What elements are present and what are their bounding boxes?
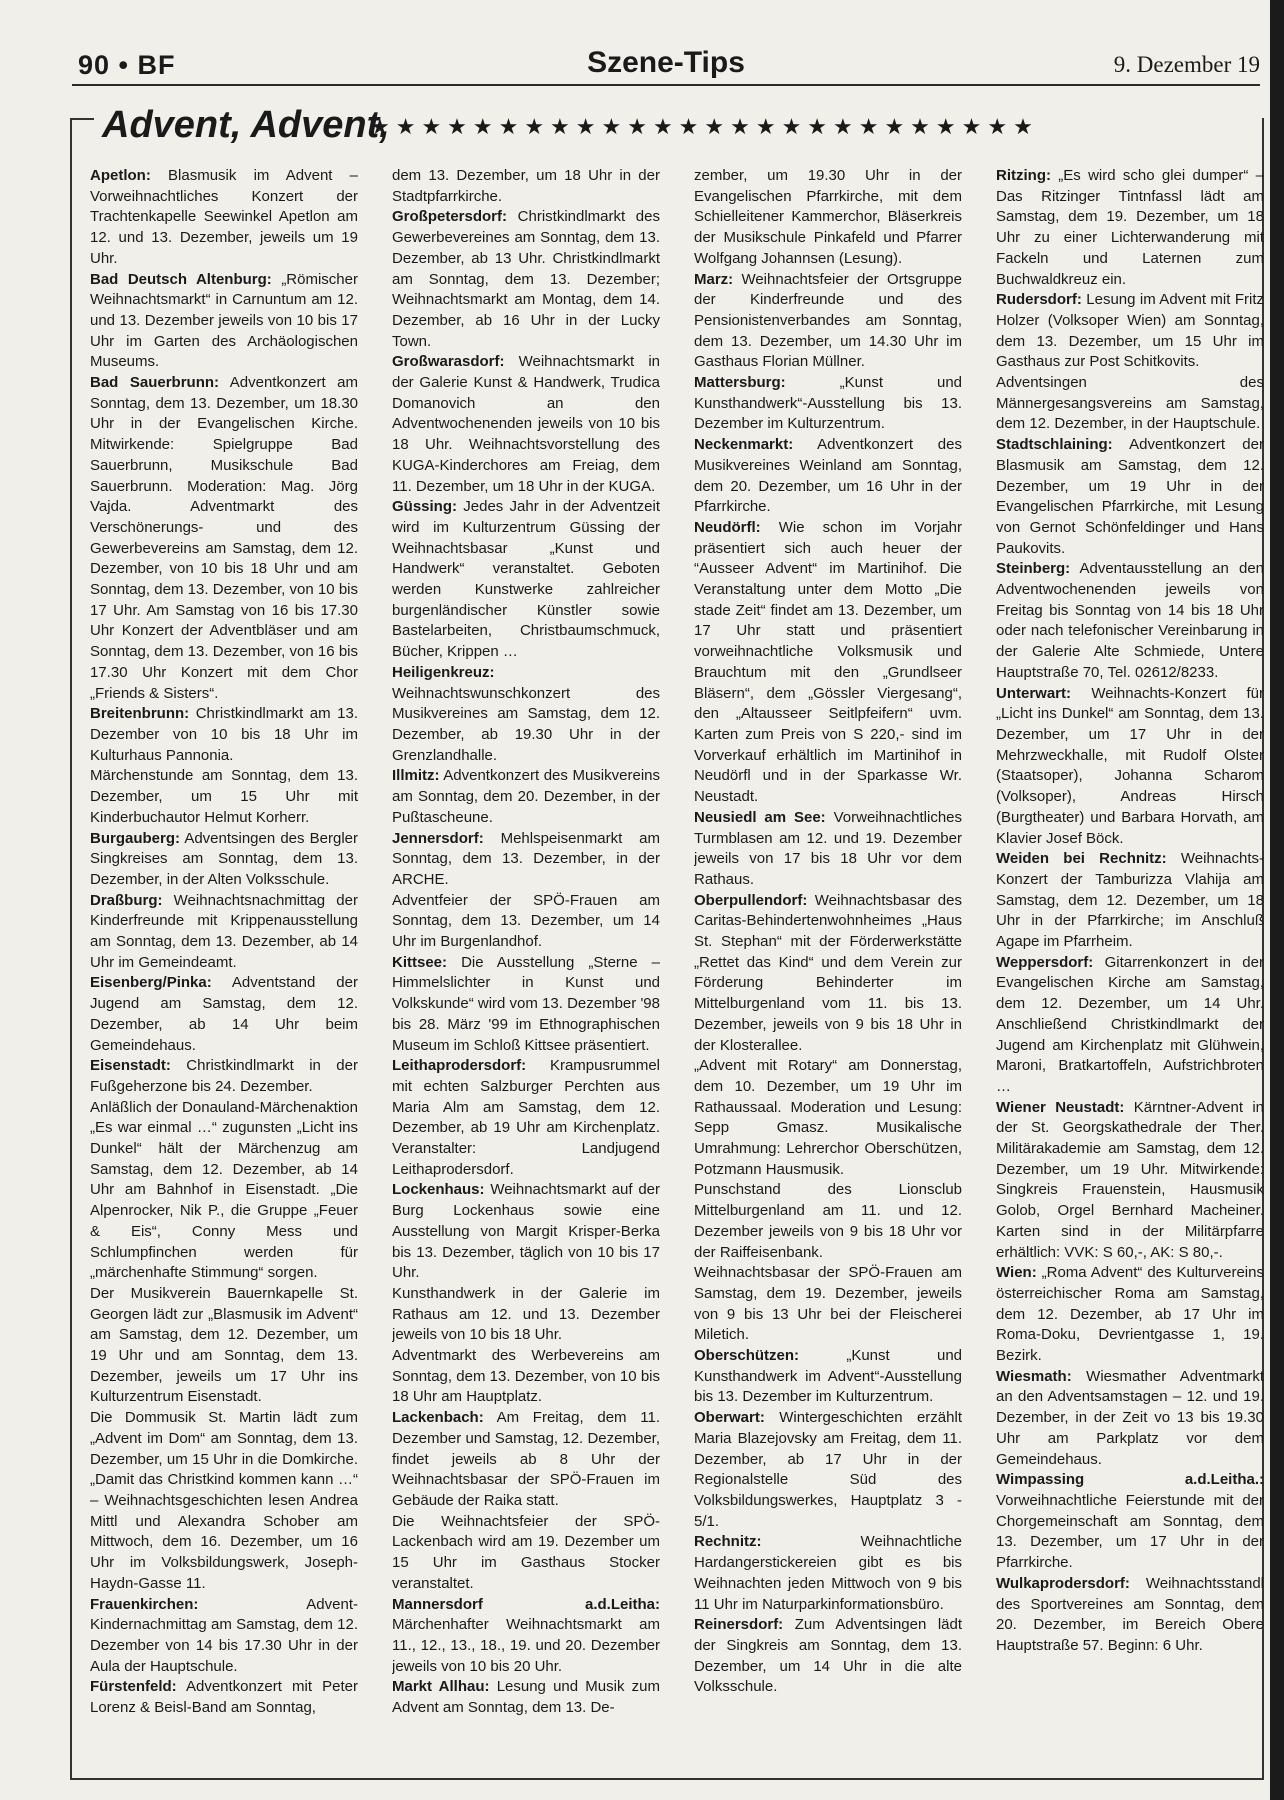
listing-entry <box>694 166 962 270</box>
listing-text: Märchenhafter Weihnachtsmarkt am 11., 12., 13., 18., 19. und 20. Dezember jeweils von 10 bis 20 Uhr. <box>392 1616 660 1675</box>
listing-text: „Kunst und Kunsthandwerk“-Ausstellung bis 13. Dezember im Kulturzentrum. <box>694 374 962 433</box>
listing-entry <box>996 373 1264 435</box>
listing-entry <box>392 207 660 352</box>
listing-place: Reinersdorf: <box>694 1616 784 1634</box>
listing-place: Steinberg: <box>996 560 1071 578</box>
listing-entry <box>392 766 660 828</box>
listing-entry <box>694 373 962 435</box>
listing-entry <box>90 270 358 374</box>
listing-text: Die Ausstellung „Sterne – Himmelslichter in Kunst und Volkskunde“ wird vom 13. Dezember '98 bis 28. März '99 im Ethnographischen Museum im Schloß Kittsee präsentiert. <box>392 953 660 1054</box>
listing-text: Adventsingen des Bergler Singkreises am Sonntag, dem 13. Dezember, in der Alten Volksschule. <box>90 829 358 888</box>
listing-text: Zum Adventsingen lädt der Singkreis am Sonntag, dem 13. Dezember, um 14 Uhr in die alte Volksschule. <box>694 1616 962 1696</box>
listing-text: Wiesmather Adventmarkt an den Adventsamstagen – 12. und 19. Dezember, in der Zeit vo 13 bis 19.30 Uhr am Parkplatz vor dem Gemeindehaus. <box>996 1367 1264 1468</box>
page-header <box>72 44 1260 84</box>
listing-entry <box>996 435 1264 559</box>
listing-entry <box>996 1367 1264 1471</box>
listing-text: Weihnachtliche Hardangerstickereien gibt es bis Weihnachten jeden Mittwoch von 9 bis 11 Uhr im Naturparkinformationsbüro. <box>694 1533 962 1613</box>
listing-place: Ritzing: <box>996 167 1051 184</box>
listing-place: Eisenstadt: <box>90 1057 171 1075</box>
listing-entry <box>392 891 660 953</box>
listing-text: Weihnachts-Konzert der Tamburizza Vlahija am Samstag, dem 12. Dezember, um 18 Uhr in der Pfarrkirche; im Anschluß Agape im Pfarrheim. <box>996 850 1264 951</box>
listing-entry <box>996 1263 1264 1367</box>
listing-text: Vorweihnachtliches Turmblasen am 12. und 19. Dezember jeweils von 17 bis 18 Uhr vor dem Rathaus. <box>694 808 962 888</box>
listing-entry <box>996 953 1264 1098</box>
listing-place: Marz: <box>694 270 734 288</box>
listing-entry <box>392 1512 660 1595</box>
listing-place: Weppersdorf: <box>996 953 1094 971</box>
listing-place: Mannersdorf a.d.Leitha: <box>392 1595 660 1613</box>
listing-text: Advent-Kindernachmittag am Samstag, dem 12. Dezember von 14 bis 17.30 Uhr in der Aula der Hauptschule. <box>90 1595 358 1675</box>
listing-entry <box>392 953 660 1057</box>
listing-place: Stadtschlaining: <box>996 436 1113 454</box>
listing-place: Oberwart: <box>694 1409 765 1427</box>
section-title: Szene-Tips <box>587 46 745 79</box>
listing-text: Krampusrummel mit echten Salzburger Perchten aus Maria Alm am Samstag, dem 12. Dezember, ab 19 Uhr am Kirchenplatz. Veranstalter: Landjugend Leithaprodersdorf. <box>392 1057 660 1178</box>
listing-text: Christkindlmarkt des Gewerbevereines am Sonntag, dem 13. Dezember, ab 13 Uhr. Christkindlmarkt am Sonntag, dem 13. Dezember; Weihnachtsmarkt am Montag, dem 14. Dezember, ab 16 Uhr in der Lucky Town. <box>392 208 660 350</box>
listing-entry <box>90 1595 358 1678</box>
listing-text: Kunsthandwerk in der Galerie im Rathaus am 12. und 13. Dezember jeweils von 10 bis 18 Uhr. <box>392 1284 660 1344</box>
listing-entry <box>392 1056 660 1180</box>
listing-entry <box>694 891 962 1057</box>
listing-text: Lesung im Advent mit Fritz Holzer (Volksoper Wien) am Sonntag, dem 13. Dezember, um 15 Uhr im Gasthaus zur Post Schitkovits. <box>996 291 1264 371</box>
listing-text: Die Dommusik St. Martin lädt zum „Advent im Dom“ am Sonntag, dem 13. Dezember, um 15 Uhr in die Domkirche. „Damit das Christkind kommen kann …“ – Weihnachtsgeschichten lesen Andrea Mittl und Alexandra Schober am Mittwoch, dem 16. Dezember, um 16 Uhr im Volksbildungswerk, Joseph-Haydn-Gasse 11. <box>90 1409 358 1592</box>
listing-text: Gitarrenkonzert in der Evangelischen Kirche am Samstag, dem 12. Dezember, um 14 Uhr. Anschließend Christkindlmarkt der Jugend am Kirchenplatz mit Glühwein, Maroni, Bratkartoffeln, Aufstrichbroten … <box>996 953 1264 1095</box>
header-rule <box>72 84 1260 86</box>
listing-place: Oberpullendorf: <box>694 891 808 909</box>
listing-place: Burgauberg: <box>90 829 180 847</box>
listing-place: Rudersdorf: <box>996 291 1082 309</box>
listing-place: Markt Allhau: <box>392 1678 490 1696</box>
listing-entry <box>392 352 660 497</box>
listing-entry <box>392 1284 660 1346</box>
column-1 <box>90 166 358 1766</box>
listing-entry <box>996 1574 1264 1657</box>
listing-text: „Advent mit Rotary“ am Donnerstag, dem 10. Dezember, um 19 Uhr im Rathaussaal. Moderation und Lesung: Sepp Gmasz. Musikalische Umrahmung: Lehrerchor Oberschützen, Potzmann Hausmusik. <box>694 1057 962 1178</box>
listing-place: Rechnitz: <box>694 1533 762 1551</box>
listing-place: Fürstenfeld: <box>90 1678 177 1696</box>
listing-entry <box>694 270 962 374</box>
listing-place: Großwarasdorf: <box>392 353 505 371</box>
listing-text: Wintergeschichten erzählt Maria Blazejovsky am Freitag, dem 11. Dezember, ab 17 Uhr in der Regionalstelle Süd des Volksbildungswerkes, Hauptplatz 3 - 5/1. <box>694 1409 962 1530</box>
listing-text: „Römischer Weihnachtsmarkt“ in Carnuntum am 12. und 13. Dezember jeweils von 10 bis 17 Uhr im Garten des Archäologischen Museums. <box>90 270 358 371</box>
listing-text: Adventfeier der SPÖ-Frauen am Sonntag, dem 13. Dezember, um 14 Uhr im Burgenlandhof. <box>392 891 660 951</box>
listing-text: Weihnachtsmarkt auf der Burg Lockenhaus sowie eine Ausstellung von Margit Krisper-Berka bis 13. Dezember, täglich von 10 bis 17 Uhr. <box>392 1181 660 1282</box>
listing-place: Wiener Neustadt: <box>996 1098 1125 1116</box>
listing-text: Adventmarkt des Werbevereins am Sonntag, dem 13. Dezember, von 10 bis 18 Uhr am Hauptplatz. <box>392 1347 660 1406</box>
listing-entry <box>90 1284 358 1408</box>
listing-place: Lackenbach: <box>392 1409 484 1427</box>
listing-entry <box>392 1408 660 1512</box>
listing-place: Neudörfl: <box>694 518 761 536</box>
article-title: Advent, Advent, <box>102 104 390 146</box>
listing-place: Mattersburg: <box>694 374 786 392</box>
listing-place: Neusiedl am See: <box>694 808 826 826</box>
listing-entry <box>90 891 358 974</box>
listing-entry <box>392 1677 660 1718</box>
listing-entry <box>694 1056 962 1180</box>
issue-date: 9. Dezember 19 <box>1113 52 1260 77</box>
listing-entry <box>694 518 962 808</box>
listing-text: Adventsingen des Männergesangsvereins am Samstag, dem 12. Dezember, in der Hauptschule. <box>996 374 1264 433</box>
listing-entry <box>90 829 358 891</box>
listing-text: „Es wird scho glei dumper“ – Das Ritzinger Tintnfassl lädt am Samstag, dem 19. Dezember, um 18 Uhr zu einer Lichterwanderung mit Fackeln und Laternen zum Buchwaldkreuz ein. <box>996 167 1264 288</box>
listing-text: Vorweihnachtliche Feierstunde mit der Chorgemeinschaft am Sonntag, dem 13. Dezember, um 17 Uhr in der Pfarrkirche. <box>996 1492 1264 1572</box>
listing-text: „Kunst und Kunsthandwerk im Advent“-Ausstellung bis 13. Dezember im Kulturzentrum. <box>694 1347 962 1406</box>
listing-entry <box>694 1346 962 1408</box>
listing-text: Weihnachts-Konzert für „Licht ins Dunkel“ am Sonntag, dem 13. Dezember, um 17 Uhr in der Mehrzweckhalle, mit Rudolf Olster (Staatsoper), Johanna Scharom (Volksoper), Andreas Hirsch (Burgtheater) und Barbara Horvath, am Klavier Josef Böck. <box>996 684 1264 847</box>
listing-entry <box>90 1098 358 1284</box>
listing-entry <box>90 704 358 766</box>
listing-entry <box>694 1532 962 1615</box>
listing-entry <box>90 1408 358 1594</box>
listing-text: Der Musikverein Bauernkapelle St. Georgen lädt zur „Blasmusik im Advent“ am Samstag, dem 12. Dezember, um 19 Uhr und am Sonntag, dem 13. Dezember, jeweils um 17 Uhr ins Kulturzentrum Eisenstadt. <box>90 1284 358 1406</box>
listing-place: Wien: <box>996 1264 1037 1282</box>
listing-place: Eisenberg/Pinka: <box>90 974 212 992</box>
listing-text: Jedes Jahr in der Adventzeit wird im Kulturzentrum Güssing der Weihnachtsbasar „Kunst und Handwerk“ veranstaltet. Geboten werden Kunstwerke zahlreicher burgenländischer Künstler sowie Bastelarbeiten, Christbaumschmuck, Bücher, Krippen … <box>392 498 660 661</box>
listing-text: Blasmusik im Advent – Vorweihnachtliches Konzert der Trachtenkapelle Seewinkel Apetlon am 12. und 13. Dezember, jeweils um 19 Uhr. <box>90 167 358 267</box>
page-number: 90 • BF <box>78 50 176 80</box>
listing-text: Die Weihnachtsfeier der SPÖ-Lackenbach wird am 19. Dezember um 15 Uhr im Gasthaus Stocker veranstaltet. <box>392 1512 660 1592</box>
listing-place: Kittsee: <box>392 953 448 971</box>
frame-corner <box>72 118 94 120</box>
column-2 <box>392 166 660 1766</box>
listing-entry <box>694 1408 962 1532</box>
listing-text: Weihnachtsbasar des Caritas-Behindertenwohnheimes „Haus St. Stephan“ mit der Förderwerkstätte „Rettet das Kind“ und dem Verein zur Förderung Behinderter im Mittelburgenland vom 11. bis 13. Dezember, jeweils von 9 bis 18 Uhr in der Klosterallee. <box>694 891 962 1054</box>
listing-place: Wiesmath: <box>996 1367 1072 1385</box>
listing-place: Oberschützen: <box>694 1347 800 1365</box>
listing-text: Weihnachtsnachmittag der Kinderfreunde mit Krippenausstellung am Sonntag, dem 13. Dezember, ab 14 Uhr im Gemeindeamt. <box>90 891 358 971</box>
listing-place: Neckenmarkt: <box>694 436 794 454</box>
listing-entry <box>392 497 660 663</box>
listing-entry <box>392 829 660 891</box>
listing-text: Weihnachtsfeier der Ortsgruppe der Kinderfreunde und des Pensionistenverbandes am Sonntag, dem 13. Dezember, um 14.30 Uhr im Gasthaus Florian Müllner. <box>694 270 962 371</box>
listing-text: Punschstand des Lionsclub Mittelburgenland am 11. und 12. Dezember jeweils von 9 bis 18 Uhr vor der Raiffeisenbank. <box>694 1181 962 1261</box>
listing-entry <box>392 1180 660 1284</box>
listing-place: Apetlon: <box>90 167 151 184</box>
column-4 <box>996 166 1264 1766</box>
listing-entry <box>996 166 1264 290</box>
listing-place: Heiligenkreuz: <box>392 663 495 681</box>
listing-place: Bad Deutsch Altenburg: <box>90 270 272 288</box>
listing-entry <box>90 166 358 270</box>
listing-text: Weihnachtsstandl des Sportvereines am Sonntag, dem 20. Dezember, im Bereich Obere Hauptstraße 57. Beginn: 6 Uhr. <box>996 1574 1264 1654</box>
listing-entry <box>90 1056 358 1097</box>
listing-text: Kärntner-Advent in der St. Georgskathedrale der Ther. Militärakademie am Samstag, dem 12. Dezember, um 19 Uhr. Mitwirkende: Singkreis Frauenstein, Hausmusik Golob, Orgel Bernhard Macheiner. Karten sind in der Militärpfarre erhältlich: VVK: S 60,-, AK: S 80,-. <box>996 1098 1264 1261</box>
listing-text: dem 13. Dezember, um 18 Uhr in der Stadtpfarrkirche. <box>392 167 660 205</box>
listing-place: Frauenkirchen: <box>90 1595 199 1613</box>
listing-place: Güssing: <box>392 498 458 516</box>
listing-text: Adventkonzert mit Peter Lorenz & Beisl-Band am Sonntag, <box>90 1678 358 1717</box>
listing-entry <box>694 435 962 518</box>
listing-text: Adventkonzert des Musikvereines Weinland am Sonntag, dem 20. Dezember, um 16 Uhr in der Pfarrkirche. <box>694 436 962 516</box>
listing-text: Christkindlmarkt in der Fußgeherzone bis 24. Dezember. <box>90 1057 358 1095</box>
listing-text: Adventstand der Jugend am Samstag, dem 12. Dezember, ab 14 Uhr beim Gemeindehaus. <box>90 974 358 1054</box>
listing-place: Wulkaprodersdorf: <box>996 1574 1130 1592</box>
listing-entry <box>90 373 358 704</box>
listing-entry <box>996 1470 1264 1574</box>
listing-entry <box>392 1595 660 1678</box>
listing-place: Bad Sauerbrunn: <box>90 374 220 392</box>
star-row: ★★★★★★★★★★★★★★★★★★★★★★★★★★ <box>370 114 1039 139</box>
article-banner <box>100 100 1260 150</box>
listing-text: zember, um 19.30 Uhr in der Evangelischen Pfarrkirche, mit dem Schielleitener Kammerchor, Bläserkreis der Musikschule Pinkafeld und Pfarrer Wolfgang Johannsen (Lesung). <box>694 167 962 267</box>
column-3 <box>694 166 962 1766</box>
listing-entry <box>392 1346 660 1408</box>
listing-text: Adventkonzert des Musikvereins am Sonntag, dem 20. Dezember, in der Pußtascheune. <box>392 767 660 826</box>
listing-text: Weihnachtsbasar der SPÖ-Frauen am Samstag, dem 19. Dezember, jeweils von 9 bis 13 Uhr bei der Fleischerei Miletich. <box>694 1264 962 1344</box>
listing-text: Adventkonzert am Sonntag, dem 13. Dezember, um 18.30 Uhr in der Evangelischen Kirche. Mitwirkende: Spielgruppe Bad Sauerbrunn, Musikschule Bad Sauerbrunn. Moderation: Mag. Jörg Vajda. Adventmarkt des Verschönerungs- und des Gewerbevereins am Samstag, dem 12. Dezember, von 10 bis 18 Uhr und am Sonntag, dem 13. Dezember, von 10 bis 17 Uhr. Am Samstag von 16 bis 17.30 Uhr Konzert der Adventbläser und am Sonntag, dem 13. Dezember, von 16 bis 17.30 Uhr Konzert mit dem Chor „Friends & Sisters“. <box>90 374 358 702</box>
listing-place: Lockenhaus: <box>392 1181 485 1199</box>
listing-entry <box>996 559 1264 683</box>
listing-entry <box>694 1180 962 1263</box>
scan-edge <box>1270 0 1284 1800</box>
listing-entry <box>90 973 358 1056</box>
listing-text: Am Freitag, dem 11. Dezember und Samstag, 12. Dezember, findet jeweils ab 8 Uhr der Weihnachtsbasar der SPÖ-Frauen im Gebäude der Raika statt. <box>392 1409 660 1509</box>
listing-place: Weiden bei Rechnitz: <box>996 850 1167 868</box>
listing-entry <box>996 684 1264 850</box>
listing-text: Adventausstellung an den Adventwochenenden jeweils von Freitag bis Sonntag von 14 bis 18 Uhr oder nach telefonischer Vereinbarung in der Galerie Alte Schmiede, Untere Hauptstraße 70, Tel. 02612/8233. <box>996 560 1264 681</box>
listing-text: Märchenstunde am Sonntag, dem 13. Dezember, um 15 Uhr mit Kinderbuchautor Helmut Korherr. <box>90 767 358 826</box>
listing-entry <box>694 808 962 891</box>
listing-text: Mehlspeisenmarkt am Sonntag, dem 13. Dezember, in der ARCHE. <box>392 829 660 888</box>
listing-entry <box>392 663 660 767</box>
listing-text: Lesung und Musik zum Advent am Sonntag, dem 13. De- <box>392 1678 660 1717</box>
listing-text: Anläßlich der Donauland-Märchenaktion „Es war einmal …“ zugunsten „Licht ins Dunkel“ hält der Märchenzug am Samstag, dem 12. Dezember, ab 14 Uhr am Bahnhof in Eisenstadt. „Die Alpenrocker, Nik P., die Gruppe „Feuer & Eis“, Conny Mess und Schlumpfinchen werden für „märchenhafte Stimmung“ sorgen. <box>90 1098 358 1282</box>
listing-place: Jennersdorf: <box>392 829 484 847</box>
listing-entry <box>392 166 660 207</box>
listing-text: „Roma Advent“ des Kulturvereins österreichischer Roma am Samstag, dem 12. Dezember, ab 17 Uhr im Roma-Doku, Devrientgasse 1, 19. Bezirk. <box>996 1264 1264 1365</box>
listing-place: Unterwart: <box>996 684 1072 702</box>
listing-entry <box>90 766 358 828</box>
listing-place: Großpetersdorf: <box>392 208 508 226</box>
listing-place: Illmitz: <box>392 767 440 785</box>
listing-text: Christkindlmarkt am 13. Dezember von 10 bis 18 Uhr im Kulturhaus Pannonia. <box>90 705 358 764</box>
listing-entry <box>996 290 1264 373</box>
listing-text: Adventkonzert der Blasmusik am Samstag, dem 12. Dezember, um 19 Uhr in der Evangelischen Pfarrkirche, mit Lesung von Gernot Schönfeldinger und Hans Paukovits. <box>996 436 1264 557</box>
listing-entry <box>694 1263 962 1346</box>
listing-text: Weihnachtsmarkt in der Galerie Kunst & Handwerk, Trudica Domanovich an den Adventwochenenden jeweils von 10 bis 18 Uhr. Weihnachtsvorstellung des KUGA-Kinderchores am Freiag, dem 11. Dezember, um 18 Uhr in der KUGA. <box>392 353 660 495</box>
listing-entry <box>90 1677 358 1718</box>
listing-text: Wie schon im Vorjahr präsentiert sich auch heuer der “Ausseer Advent“ im Martinihof. Die Veranstaltung unter dem Motto „Die stade Zeit“ findet am 13. Dezember, um 17 Uhr statt und präsentiert vorweihnachtliche Volksmusik und Brauchtum mit den „Grundlseer Bläsern“, dem „Gössler Viergesang“, den „Altausseer Seitlpfeifern“ uvm. Karten zum Preis von S 220,- sind im Vorverkauf erhältlich im Martinihof in Neudörfl und in der Sparkasse Wr. Neustadt. <box>694 518 962 806</box>
listing-columns <box>90 166 1264 1766</box>
listing-place: Breitenbrunn: <box>90 705 190 723</box>
listing-entry <box>996 1098 1264 1264</box>
listing-place: Draßburg: <box>90 891 163 909</box>
listing-entry <box>694 1615 962 1698</box>
listing-text: Weihnachtswunschkonzert des Musikvereines am Samstag, dem 12. Dezember, ab 19.30 Uhr in der Grenzlandhalle. <box>392 684 660 764</box>
listing-place: Wimpassing a.d.Leitha.: <box>996 1471 1264 1489</box>
listing-place: Leithaprodersdorf: <box>392 1057 527 1075</box>
listing-entry <box>996 849 1264 953</box>
